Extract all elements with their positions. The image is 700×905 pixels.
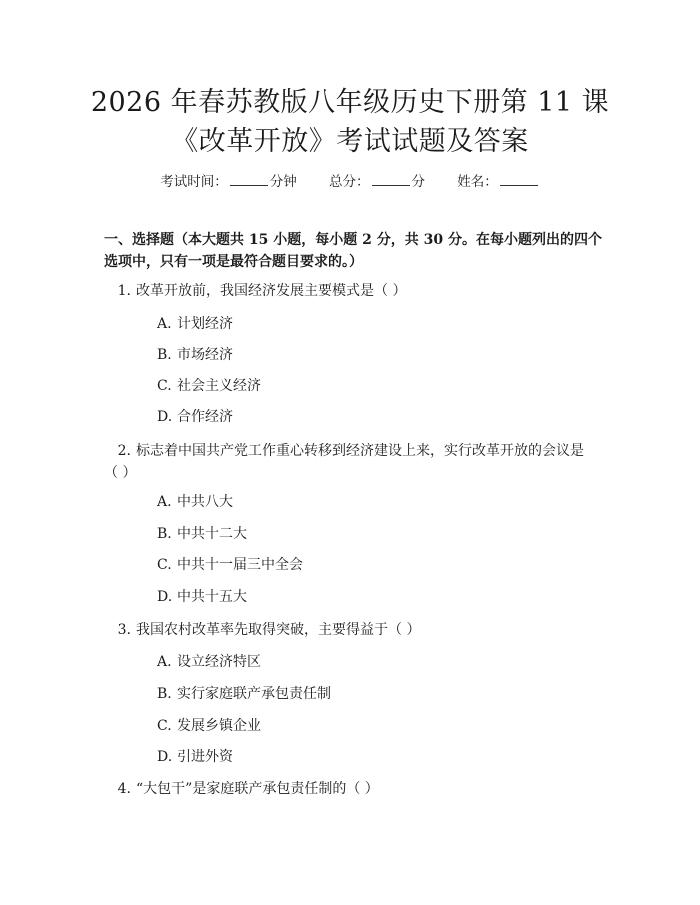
option-letter: B.	[157, 526, 172, 542]
question-text: 标志着中国共产党工作重心转移到经济建设上来，实行改革开放的会议是	[136, 443, 584, 459]
option-letter: A.	[157, 494, 172, 510]
question-2-option-d	[157, 587, 247, 607]
question-2-continued: （ ）	[104, 465, 137, 481]
question-1	[104, 280, 604, 302]
question-text: 我国农村改革率先取得突破，主要得益于（ ）	[136, 622, 421, 638]
name-field	[457, 170, 540, 190]
page-title: 2026 年春苏教版八年级历史下册第 11 课	[90, 87, 610, 118]
question-1-option-a	[157, 314, 233, 334]
option-letter: D.	[157, 409, 173, 425]
question-3-option-c	[157, 716, 261, 736]
exam-time-label: 考试时间：	[160, 174, 228, 190]
question-1-option-c	[157, 376, 261, 396]
question-3-option-a	[157, 652, 261, 672]
option-letter: A.	[157, 654, 172, 670]
option-letter: C.	[157, 718, 172, 734]
question-3-option-d	[157, 747, 233, 767]
option-text: 计划经济	[177, 316, 233, 332]
option-letter: C.	[157, 378, 172, 394]
option-text: 社会主义经济	[177, 378, 261, 394]
question-3-option-b	[157, 684, 331, 704]
option-text: 市场经济	[177, 347, 233, 363]
question-text: 改革开放前，我国经济发展主要模式是（ ）	[136, 283, 407, 299]
question-2-option-b	[157, 524, 247, 544]
option-text: 中共八大	[177, 494, 233, 510]
section-heading-choice: 一、选择题（本大题共 15 小题，每小题 2 分，共 30 分。在每小题列出的四个选项中，只有一项是最符合题目要求的。）	[104, 232, 602, 270]
page-subtitle: 《改革开放》考试试题及答案	[171, 126, 529, 157]
question-1-option-b	[157, 345, 233, 365]
option-letter: D.	[157, 589, 173, 605]
question-3	[104, 619, 604, 641]
option-text: 合作经济	[177, 409, 233, 425]
question-4	[104, 778, 604, 800]
option-text: 引进外资	[177, 749, 233, 765]
question-number: 2.	[117, 443, 131, 459]
option-letter: D.	[157, 749, 173, 765]
option-letter: B.	[157, 347, 172, 363]
question-1-option-d	[157, 407, 233, 427]
option-text: 发展乡镇企业	[177, 718, 261, 734]
name-blank	[500, 173, 538, 186]
option-text: 实行家庭联产承包责任制	[177, 686, 331, 702]
option-letter: C.	[157, 557, 172, 573]
option-text: 中共十一届三中全会	[177, 557, 303, 573]
option-letter: B.	[157, 686, 172, 702]
exam-time-field	[160, 170, 297, 190]
option-text: 中共十二大	[177, 526, 247, 542]
total-score-blank	[372, 173, 410, 186]
question-2-option-a	[157, 492, 233, 512]
total-score-unit: 分	[411, 174, 425, 190]
question-text: “大包干”是家庭联产承包责任制的（ ）	[136, 781, 379, 797]
question-number: 4.	[117, 781, 131, 797]
name-label: 姓名：	[457, 174, 498, 190]
question-2-option-c	[157, 555, 303, 575]
question-2	[104, 440, 604, 462]
option-letter: A.	[157, 316, 172, 332]
question-number: 1.	[117, 283, 131, 299]
option-text: 中共十五大	[177, 589, 247, 605]
total-score-label: 总分：	[329, 174, 370, 190]
option-text: 设立经济特区	[177, 654, 261, 670]
total-score-field	[329, 170, 425, 190]
exam-info-row	[0, 170, 700, 190]
exam-time-unit: 分钟	[269, 174, 297, 190]
question-number: 3.	[117, 622, 131, 638]
exam-time-blank	[230, 173, 268, 186]
